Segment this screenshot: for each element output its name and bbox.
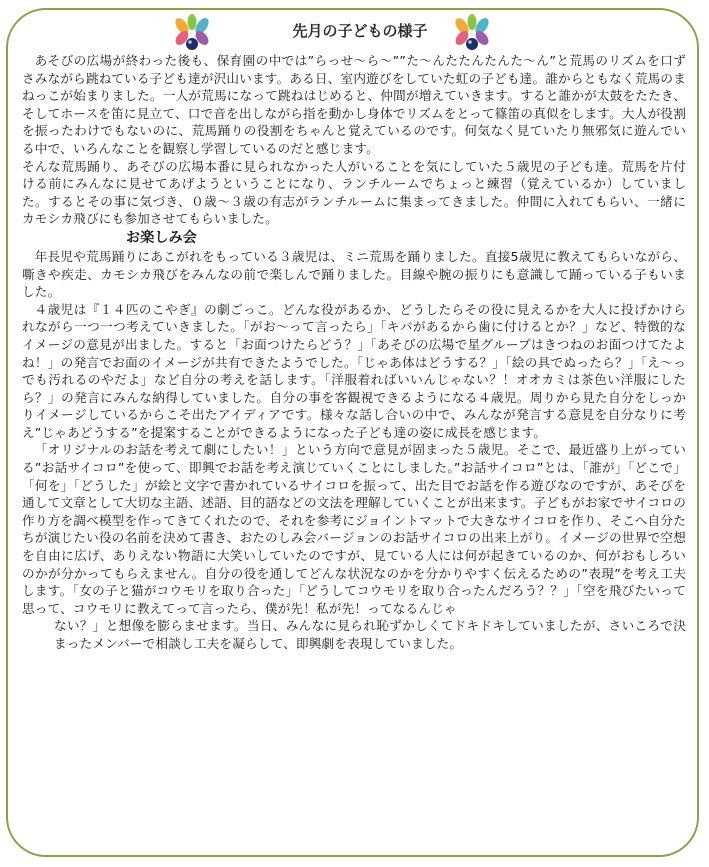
paragraph: 年長児や荒馬踊りにあこがれをもっている３歳児は、ミニ荒馬を踊りました。直接5歳児に教えてもらいながら、嘶きや疾走、カモシカ飛びをみんなの前で楽しんで踊りました。目線や腕の振りにも意識して踊っている子もいました。 — [22, 248, 686, 300]
flower-icon — [450, 14, 494, 54]
paragraph: ない？」と想像を膨らませます。当日、みんなに見られ恥ずかしくてドキドキしていましたが、さいころで決まったメンバーで相談し工夫を凝らして、即興劇を表現していました。 — [54, 618, 686, 651]
header — [0, 14, 709, 54]
paragraph: そんな荒馬踊り、あそびの広場本番に見られなかった人がいることを気にしていた５歳児の子ども達。荒馬を片付ける前にみんなに見せてあげようということになり、ランチルームでちょっと練習（覚えているか）していました。するとその事に気づき、０歳～３歳の有志がランチルームに集まってきました。仲間に入れてもらい、一緒にカモシカ飛びにも参加させてもらいました。 — [22, 158, 686, 227]
article-body — [22, 52, 686, 653]
section-heading: お楽しみ会 — [126, 229, 197, 246]
page-title: 先月の子どもの様子 — [292, 22, 428, 40]
paragraph: ４歳児は『１４匹のこやぎ』の劇ごっこ。どんな役があるか、どうしたらその役に見えるかを大人に投げかけられながら一つ一つ考えていきました。「がお～って言ったら」「キバがあるから歯に付けるとか？」など、特徴的なイメージの意見が出ました。すると「お面つけたらどう？」「あそびの広場で星グループはきつねのお面つけてたよね！」の発言でお面のイメージが共有できたようでした。「じゃあ体はどうする？」「絵の具でぬったら？」「え～っでも汚れるのやだよ」など自分の考えを話します。「洋服着ればいいんじゃない？！オオカミは茶色い洋服にしたら？」の発言にみんな納得していました。自分の事を客観視できるようになる４歳児。周りから見た自分をしっかりイメージしているからこそ出たアイディアです。様々な話し合いの中で、みんなが発言する意見を自分なりに考え”じゃあどうする”を提案することができるようになった子ども達の姿に成長を感じます。 — [22, 301, 686, 440]
paragraph: 「オリジナルのお話を考えて劇にしたい！」という方向で意見が固まった５歳児。そこで、最近盛り上がっている”お話サイコロ”を使って、即興でお話を考え演じていくことにしました。”お話サイコロ”とは、「誰が」「どこで」「何を」「どうした」が絵と文字で書かれているサイコロを振って、出た目でお話を作る遊びなのですが、あそびを通して文章として大切な主語、述語、目的語などの文法を理解していくことが出来ます。子どもがお家でサイコロの作り方を調べ模型を作ってきてくれたので、それを参考にジョイントマットで大きなサイコロを作り、そこへ自分たちが演じたい役の名前を決めて書き、おたのしみ会バージョンのお話サイコロの出来上がり。イメージの世界で空想を自由に広げ、ありえない物語に大笑いしていたのですが、見ている人には何が起きているのか、何がおもしろいのかが分かってもらえません。自分の役を通してどんな状況なのかを分かりやすく伝えるための”表現”を考え工夫します。「女の子と猫がコウモリを取り合った」「どうしてコウモリを取り合ったんだろう？？」「空を飛びたいって思って、コウモリに教えてって言ったら、僕が先！私が先！ってなるんじゃ — [22, 442, 686, 616]
paragraph: あそびの広場が終わった後も、保育園の中では”らっせ～ら～””た～んたたんたんた～ん”と荒馬のリズムを口ずさみながら跳ねている子ども達が沢山います。ある日、室内遊びをしていた虹の子ども達。誰からともなく荒馬のまねっこが始まりました。一人が荒馬になって跳ねはじめると、仲間が増えていきます。すると誰かが太鼓をたたき、そしてホースを笛に見立て、口で音を出しながら指を動かし身体でリズムをとって篠笛の真似をします。大人が役割を振ったわけでもないのに、荒馬踊りの役割をちゃんと覚えているのです。何気なく見ていたり無邪気に遊んでいる中で、いろんなことを観察し学習しているのだと感じます。 — [22, 53, 686, 156]
flower-icon — [170, 14, 214, 54]
